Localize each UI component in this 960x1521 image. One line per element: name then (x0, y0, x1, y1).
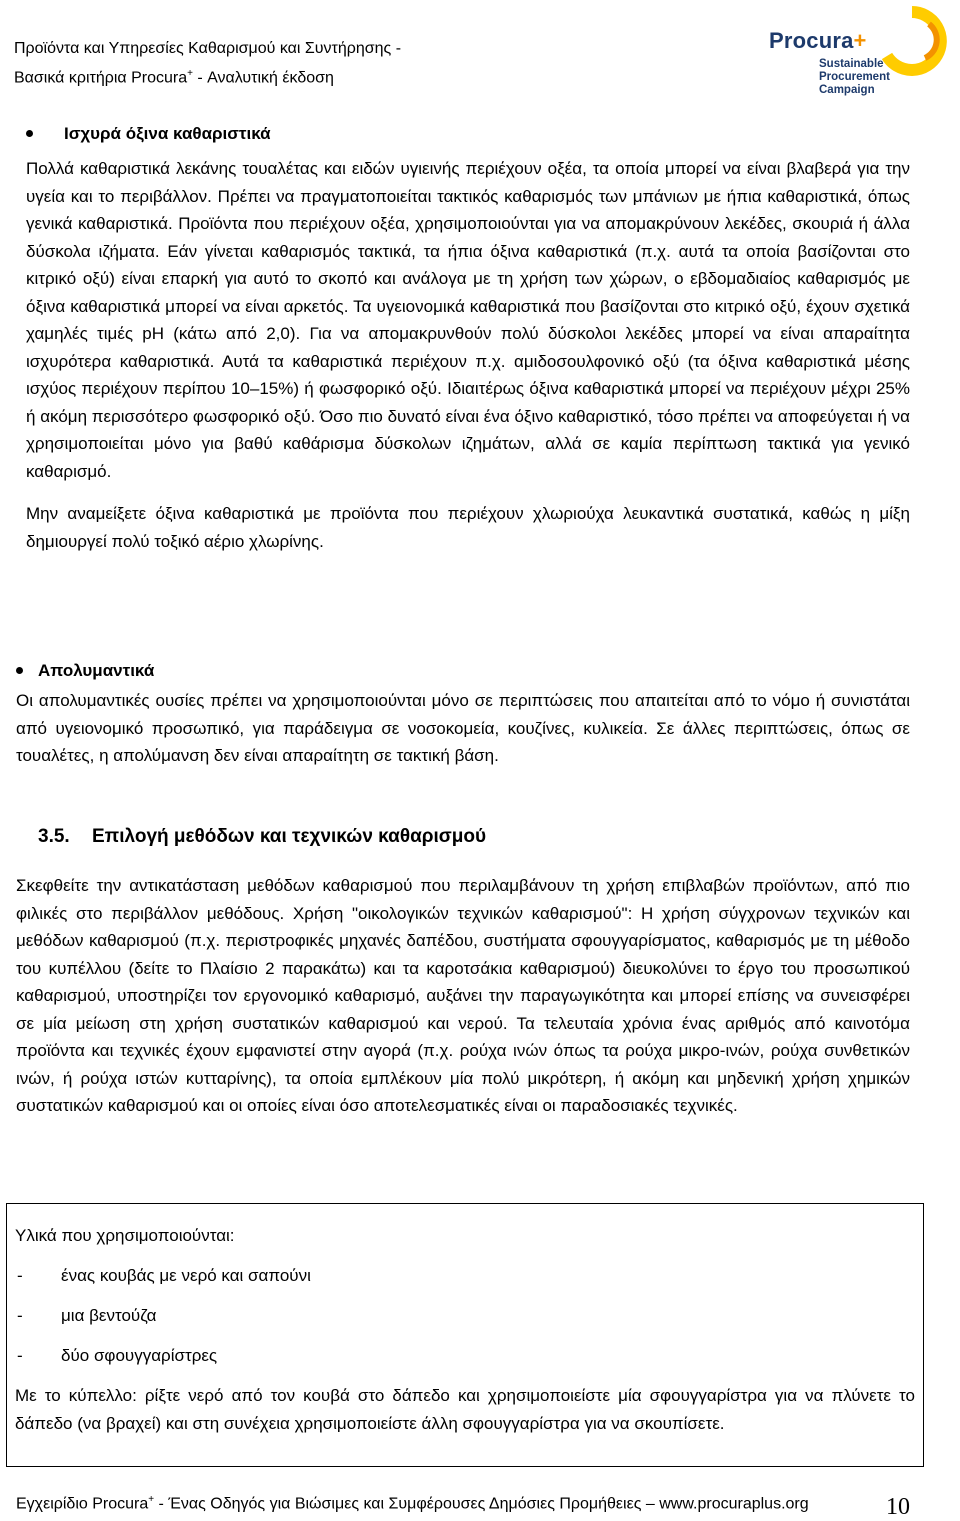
section-title: Επιλογή μεθόδων και τεχνικών καθαρισμού (92, 826, 487, 847)
header-title-line2-text: Βασικά κριτήρια Procura (14, 69, 188, 87)
box-closing-paragraph: Με το κύπελλο: ρίξτε νερό από τον κουβά στο δάπεδο και χρησιμοποιείστε μία σφουγγαρίστρα για να πλύνετε το δάπεδο (να βραχεί) και στη συνέχεια χρησιμοποιείστε άλλη σφουγγαρίστρα για να σκουπίσετε. (15, 1386, 915, 1433)
logo-brand-text: Procura (769, 28, 854, 53)
footer-plus-sup: + (148, 1494, 155, 1505)
list-item (15, 1296, 915, 1336)
materials-list (15, 1256, 915, 1376)
box-intro: Υλικά που χρησιμοποιούνται: (15, 1226, 235, 1245)
disinfectants-section (16, 657, 910, 770)
logo-wordmark (769, 28, 867, 54)
list-item (15, 1336, 915, 1376)
disinfectants-heading-text: Απολυμαντικά (38, 661, 155, 680)
header-plus-sup: + (187, 68, 193, 79)
list-item (15, 1256, 915, 1296)
bullet-icon (16, 667, 23, 674)
bullet-icon (26, 130, 33, 137)
header-title-line1: Προϊόντα και Υπηρεσίες Καθαρισμού και Συντήρησης - (14, 40, 402, 57)
cleaning-box (6, 1203, 924, 1467)
methods-section (16, 872, 910, 1120)
footer-text: Εγχειρίδιο Procura (16, 1495, 149, 1513)
section-number: 3.5. (38, 826, 70, 847)
logo-tagline-3: Campaign (819, 84, 875, 96)
header-title-line2-suffix: - Αναλυτική έκδοση (192, 69, 334, 87)
disinfectants-heading (16, 657, 910, 684)
acid-cleaners-paragraph: Πολλά καθαριστικά λεκάνης τουαλέτας και ειδών υγιεινής περιέχουν οξέα, τα οποία μπορεί να είναι βλαβερά για την υγεία και το περιβάλλον. Πρέπει να πραγματοποιείται τακτικός καθαρισμός των μπάνιων με ήπια καθαριστικά, όπως γενικά καθαριστικά. Προϊόντα που περιέχουν οξέα, χρησιμοποιούνται για να απομακρύνουν λεκέδες, σκουριά ή άλλα δύσκολα ιζήματα. Εάν γίνεται καθαρισμός τακτικά, τα ήπια όξινα καθαριστικά (π.χ. αυτά τα οποία βασίζονται στο κιτρικό οξύ) είναι επαρκή για αυτό το σκοπό και ανάλογα με τη χρήση των χώρων, ο εβδομαδιαίος καθαρισμός με όξινα καθαριστικά μπορεί να είναι αρκετός. Τα υγειονομικά καθαριστικά που βασίζονται στο κιτρικό οξύ, έχουν σχετικά χαμηλές τιμές pH (κάτω από 2,0). Για να απομακρυνθούν πολύ δύσκολοι λεκέδες μπορεί να είναι απαραίτητα ισχυρότερα καθαριστικά. Αυτά τα καθαριστικά περιέχουν π.χ. αμιδοσουλφονικό οξύ (τα όξινα καθαριστικά μέσης ισχύος περιέχουν περίπου 10–15%) ή φωσφορικό οξύ. Ιδιαιτέρως όξινα καθαριστικά μπορεί να περιέχουν μέχρι 25% ή ακόμη περισσότερο φωσφορικό οξύ. Όσο πιο δυνατό είναι ένα όξινο καθαριστικό, τόσο πρέπει να αποφεύγεται ή να χρησιμοποιείται μόνο για βαθύ καθάρισμα δύσκολων ιζημάτων, αλλά σε καμία περίπτωση τακτικά για γενικό καθαρισμό. (26, 159, 910, 481)
disinfectants-paragraph: Οι απολυμαντικές ουσίες πρέπει να χρησιμοποιούνται μόνο σε περιπτώσεις που απαιτείται από το νόμο ή συνιστάται από υγειονομικό προσωπικό, για παράδειγμα σε νοσοκομεία, κουζίνες, κυλικεία. Σε άλλες περιπτώσεις, όπως σε τουαλέτες, η απολύμανση δεν είναι απαραίτητη σε τακτική βάση. (16, 691, 910, 765)
document-footer (16, 1494, 809, 1513)
page-number: 10 (886, 1494, 910, 1520)
document-header-title (14, 36, 574, 90)
footer-text-suffix: - Ένας Οδηγός για Βιώσιμες και Συμφέρουσες Δημόσιες Προμήθειες – www.procuraplus.org (154, 1495, 809, 1513)
dash-marker: - (17, 1266, 23, 1285)
dash-marker: - (17, 1346, 23, 1365)
acid-cleaners-section (26, 120, 910, 555)
logo-tagline-2: Procurement (819, 71, 890, 83)
acid-chlorine-warning: Μην αναμείξετε όξινα καθαριστικά με προϊόντα που περιέχουν χλωριούχα λευκαντικά συστατικά, καθώς η μίξη δημιουργεί πολύ τοξικό αέριο χλωρίνης. (26, 504, 910, 551)
list-item-text: μια βεντούζα (61, 1306, 157, 1325)
list-item-text: ένας κουβάς με νερό και σαπούνι (61, 1266, 311, 1285)
header-title-line2 (14, 61, 574, 90)
methods-paragraph: Σκεφθείτε την αντικατάσταση μεθόδων καθαρισμού που περιλαμβάνουν τη χρήση επιβλαβών προϊόντων, από πιο φιλικές στο περιβάλλον μεθόδους. Χρήση "οικολογικών τεχνικών καθαρισμού": Η χρήση σύγχρονων τεχνικών και μεθόδων καθαρισμού (π.χ. περιστροφικές μηχανές δαπέδου, συστήματα σφουγγαρίσματος, καθαρισμός με τη μέθοδο του κυπέλλου (δείτε το Πλαίσιο 2 παρακάτω) και τα καροτσάκια καθαρισμού) διευκολύνει το έργο του προσωπικού καθαρισμού, υποστηρίζει τον εργονομικό καθαρισμό, αυξάνει την παραγωγικότητα και μπορεί επίσης να συνεισφέρει σε μία μείωση στη χρήση συστατικών καθαρισμού και νερού. Τα τελευταία χρόνια ένας αριθμός από καινοτόμα προϊόντα και τεχνικές έχουν εμφανιστεί στην αγορά (π.χ. ρούχα ινών όπως τα ρούχα μικρο-ινών, ρούχα συνθετικών ινών, ή ρούχα ιστών κυτταρίνης), τα οποία εμπλέκουν μία πολύ μικρότερη, ή ακόμη και μηδενική χρήση χημικών συστατικών καθαρισμού και οι οποίες είναι όσο αποτελεσματικές είναι οι παραδοσιακές τεχνικές. (16, 876, 910, 1115)
section-3-5-heading (38, 826, 486, 848)
dash-marker: - (17, 1306, 23, 1325)
acid-cleaners-heading-text: Ισχυρά όξινα καθαριστικά (64, 124, 271, 143)
logo-tagline (819, 58, 890, 97)
logo-tagline-1: Sustainable (819, 58, 884, 70)
acid-cleaners-heading (26, 120, 910, 147)
list-item-text: δύο σφουγγαρίστρες (61, 1346, 218, 1365)
procura-logo (765, 6, 945, 106)
logo-brand-plus: + (853, 28, 867, 53)
